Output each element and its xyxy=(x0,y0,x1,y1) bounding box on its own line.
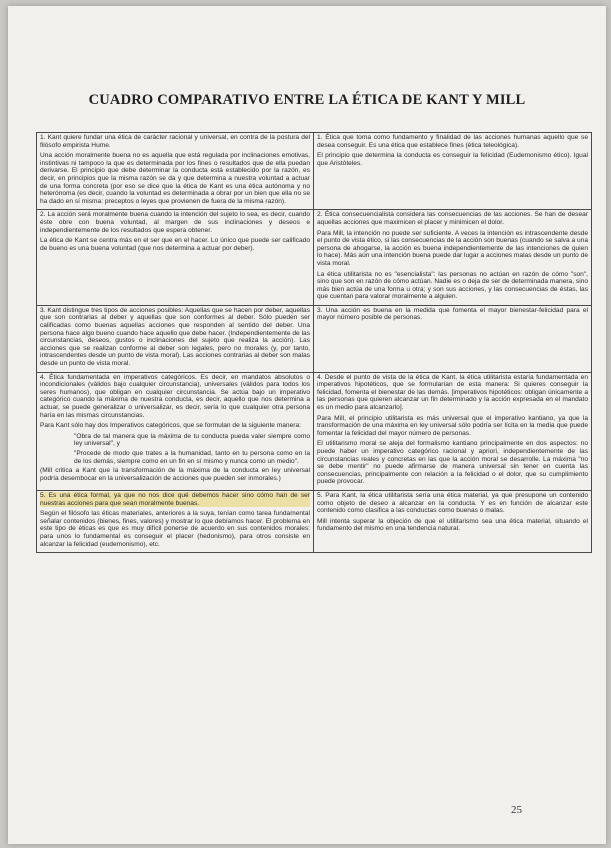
paragraph: El principio que determina la conducta es conseguir la felicidad (Eudemonismo ético). Igual que Aristóteles. xyxy=(317,152,588,167)
paragraph: 3. Kant distingue tres tipos de acciones posibles: Aquellas que se hacen por deber, aquellas que son contrarias al deber y aquellas que son conformes al deber. Sólo pueden ser calificadas como buenas aquellas acciones que responden al sentido del deber. Una persona hace algo bueno cuando hace aquello que debe hacer. (Independientemente de las circunstancias, deseos, gustos o inclinaciones del sujeto que realiza la acción). Las acciones que se realizan conforme al deber son legales, pero no morales (y, por tanto, intrascendentes desde un punto de vista moral). Las acciones contrarias al deber son malas desde un punto de vista moral. xyxy=(40,306,310,368)
table-row xyxy=(37,490,591,552)
paragraph: Para Kant sólo hay dos Imperativos categóricos, que se formulan de la siguiente manera: xyxy=(40,422,301,430)
mill-cell xyxy=(314,210,591,305)
paragraph: 2. La acción será moralmente buena cuando la intención del sujeto lo sea, es decir, cuando éste obre con buena voluntad, al margen de sus inclinaciones y deseos e independientemente de los resultados que espera obtener. xyxy=(40,211,310,234)
kant-cell xyxy=(37,491,314,552)
kant-cell xyxy=(37,373,314,490)
table-row xyxy=(37,209,591,305)
kant-cell xyxy=(37,133,314,209)
paragraph: Para Mill, el principio utilitarista es más universal que el imperativo kantiano, ya que la transformación de una máxima en ley universal sólo podría ser lícita en la media que puede fomentar la felicidad del mayor número de personas. xyxy=(317,414,588,437)
paragraph: 2. Ética consecuencialista considera las consecuencias de las acciones. Se han de desear aquellas acciones que maximicen el placer y minimicen el dolor. xyxy=(317,211,588,226)
paragraph: 4. Desde el punto de vista de la ética de Kant, la ética utilitarista estaría fundamentada en imperativos hipotéticos, que se formularían de esta manera: Si quieres conseguir la felicidad, fomenta el bienestar de las demás. [imperativos hipotéticos: obligan únicamente a las personas que quieren alcanzar un fin determinado y la acción expresada en el mandato es un medio para alcanzarlo]. xyxy=(317,373,588,411)
paragraph: El utilitarismo moral se aleja del formalismo kantiano principalmente en dos aspectos: no puede haber un imperativo categórico racional y apriori, independientemente de las circunstancias reales y concretas en las que la acción moral se desarrolle. La máxima "no se debe mentir" no puede afirmarse de manera universal sin tener en cuenta las consecuencias, principalmente con relación a la felicidad o el dolor, que su cumplimiento puede provocar. xyxy=(317,440,588,486)
kant-cell xyxy=(37,306,314,372)
paragraph: La ética utilitarista no es "esencialista": las personas no actúan en razón de cómo "son", sino que son en razón de cómo actúan. Nadie es o deja de ser de determinada manera, sino más bien actúa de una forma u otra; y son sus acciones, y las consecuencias de éstas, las que cuentan para valorar moralmente a alguien. xyxy=(317,270,588,301)
paragraph: La ética de Kant se centra más en el ser que en el hacer. Lo único que puede ser calificado de bueno es una buena voluntad (que nos determina a actuar por deber). xyxy=(40,237,310,252)
paragraph: Para Mill, la intención no puede ser suficiente. A veces la intención es intrascendente desde el punto de vista ético, si las consecuencias de la acción son buenas (cuando se salva a una persona de ahogarse, la acción es buena independientemente de las intenciones de quien lo hace). Más aún una intención buena puede dar lugar a acciones malas desde un punto de vista moral. xyxy=(317,229,588,267)
quote-paragraph: "Obra de tal manera que la máxima de tu conducta pueda valer siempre como ley universal", y xyxy=(74,432,310,448)
paragraph: 1. Ética que toma como fundamento y finalidad de las acciones humanas aquello que se desea conseguir. Es una ética que establece fines (ética teleológica). xyxy=(317,134,588,149)
table-row xyxy=(37,305,591,372)
mill-cell xyxy=(314,306,591,372)
table-row xyxy=(37,372,591,490)
document-title: CUADRO COMPARATIVO ENTRE LA ÉTICA DE KANT Y MILL xyxy=(88,92,526,108)
paragraph: Una acción moralmente buena no es aquella que está regulada por inclinaciones emotivas, instintivas ni tampoco la que es determinada por los fines o resultados que de ella puedan derivarse. El principio que debe determinar la conducta está establecido por la razón, es decir, en principios que la misma razón se da y que determina a nuestra voluntad a actuar de una forma concreta (por eso se dice que la ética de Kant es una ética autónoma y no heterónoma (es decir, cuando la voluntad es determinada a obrar por un bien que ella no se ha dado en sí misma: preceptos o leyes que provienen de fuera de la misma razón). xyxy=(40,152,310,205)
page-number: 25 xyxy=(511,804,522,816)
comparison-table xyxy=(36,132,592,553)
paragraph: 3. Una acción es buena en la medida que fomenta el mayor bienestar-felicidad para el mayor número posible de personas. xyxy=(317,306,588,322)
paragraph: Mill intenta superar la objeción de que el utilitarismo sea una ética material, situando el fundamento del mismo en una tendencia natural. xyxy=(317,517,588,533)
kant-cell xyxy=(37,210,314,305)
mill-cell xyxy=(314,133,591,209)
paragraph: Según el filósofo las éticas materiales, anteriores a la suya, tenían como tarea fundamental señalar contenidos (bienes, fines, valores) y mostrar lo que debíamos hacer. El problema en este tipo de éticas es que es muy difícil ponerse de acuerdo en sus contenidos morales: para unos lo fundamental es conseguir el placer (hedonismo), para otros consiste en alcanzar la felicidad (eudemonismo), etc. xyxy=(40,510,310,548)
mill-cell xyxy=(314,373,591,490)
paragraph: 5. Para Kant, la ética utilitarista sería una ética material, ya que presupone un contenido como objeto de deseo a alcanzar en la conducta. Y es en función de alcanzar este contenido como clasifica a las conductas como buenas o malas. xyxy=(317,491,588,515)
quote-paragraph: "Procede de modo que trates a la humanidad, tanto en tu persona como en la de los demás, siempre como en un fin en sí mismo y nunca como un medio". xyxy=(74,449,310,465)
document-page xyxy=(8,6,606,844)
paragraph: 5. Es una ética formal, ya que no nos dice qué debemos hacer sino cómo han de ser nuestras acciones para que sean moralmente buenas. xyxy=(40,491,310,507)
mill-cell xyxy=(314,491,591,552)
table-row xyxy=(37,133,591,209)
paragraph: (Mill critica a Kant que la transformación de la máxima de la conducta en ley universal podría desembocar en la universalización de acciones que pueden ser inmorales.) xyxy=(40,467,310,482)
paragraph: 1. Kant quiere fundar una ética de carácter racional y universal, en contra de la postura del filósofo empirista Hume. xyxy=(40,134,310,149)
paragraph: 4. Ética fundamentada en imperativos categóricos. Es decir, en mandatos absolutos o incondicionales (válidos bajo cualquier circunstancia), universales (válidos para todos los seres humanos), que obligan en cualquier circunstancia. Se actúa bajo un imperativo categórico cuando la máxima de nuestra conducta, es decir, aquello que nos determina a actuar, se puede generalizar o universalizar, es decir, sería lo que cualquier otra persona haría en las mismas circunstancias. xyxy=(40,373,310,419)
